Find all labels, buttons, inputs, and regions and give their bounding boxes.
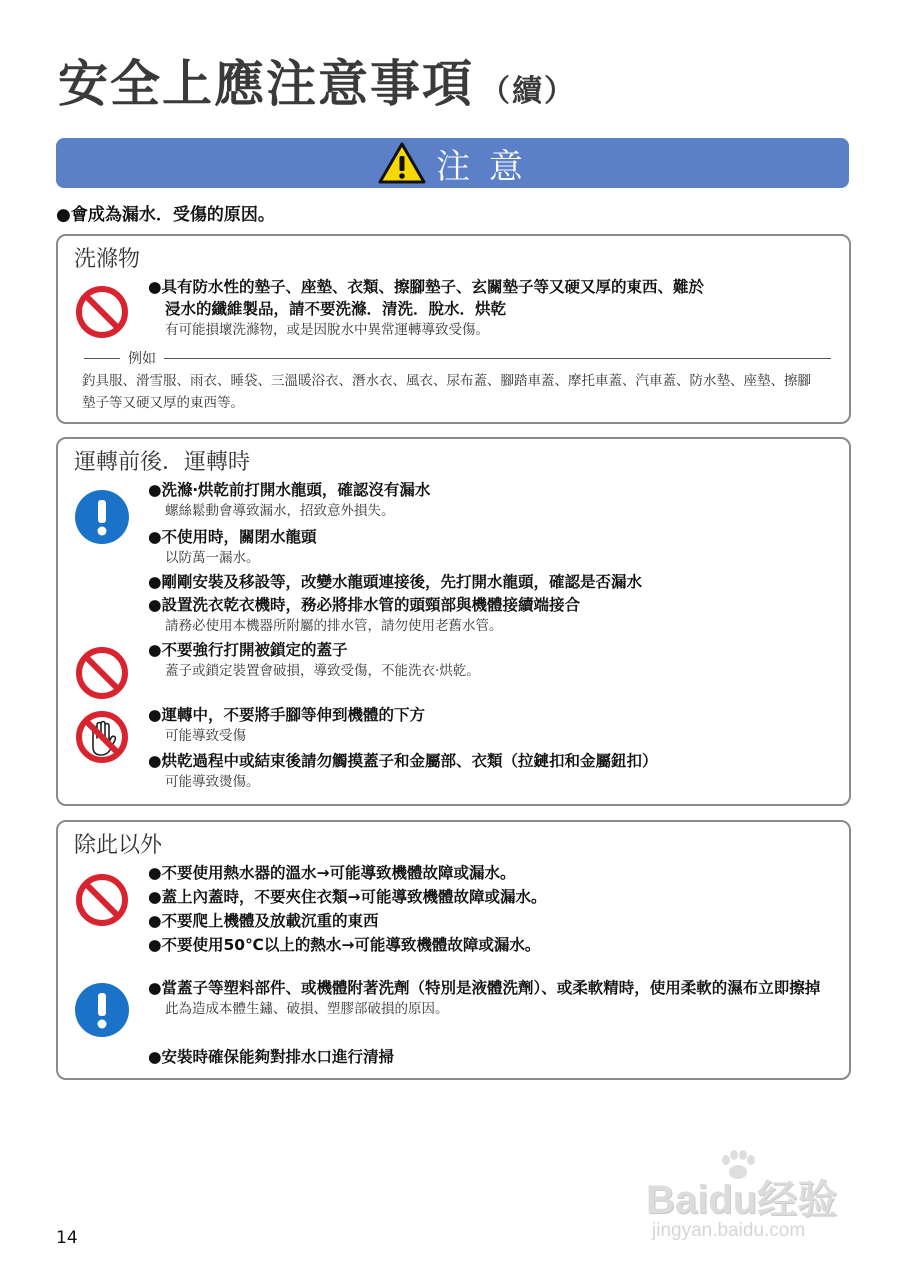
watermark-url: jingyan.baidu.com: [652, 1220, 806, 1241]
laundry-item: [148, 276, 835, 340]
no-touch-hand-icon: [74, 709, 130, 765]
section-laundry: [56, 234, 851, 424]
mandatory-exclamation-icon: [74, 489, 130, 545]
item-head: ●不要強行打開被鎖定的蓋子: [148, 641, 348, 659]
list-item: [148, 934, 835, 956]
item-head: ●不要爬上機體及放載沉重的東西: [148, 912, 379, 930]
item-head: ●洗滌‧烘乾前打開水龍頭，確認沒有漏水: [148, 481, 431, 499]
item-head: ●當蓋子等塑料部件、或機體附著洗劑（特別是液體洗劑）、或柔軟精時，使用柔軟的濕布立即擦掉: [148, 979, 821, 997]
watermark-logo: Baidu经验: [646, 1178, 838, 1222]
item-head: ●烘乾過程中或結束後請勿觸摸蓋子和金屬部、衣類（拉鏈扣和金屬鈕扣）: [148, 752, 658, 770]
example-divider: [84, 350, 831, 366]
item-desc: 蓋子或鎖定裝置會破損，導致受傷，不能洗衣‧烘乾。: [165, 663, 480, 679]
section-other: [56, 820, 851, 1080]
item-head: ●運轉中，不要將手腳等伸到機體的下方: [148, 706, 426, 724]
list-item: [148, 862, 835, 884]
cause-note: ●會成為漏水．受傷的原因。: [56, 205, 275, 225]
section-operation: [56, 437, 851, 806]
laundry-item-head-1: ●具有防水性的墊子、座墊、衣類、擦腳墊子、玄關墊子等又硬又厚的東西、難於: [148, 278, 705, 296]
section-laundry-title: 洗滌物: [74, 247, 141, 272]
list-item: [148, 886, 835, 908]
caution-banner: [56, 138, 849, 188]
laundry-item-head-2: 浸水的纖維製品，請不要洗滌．清洗．脫水．烘乾: [165, 300, 507, 318]
example-text: 釣具服、滑雪服、雨衣、睡袋、三溫暖浴衣、潛水衣、風衣、尿布蓋、腳踏車蓋、摩托車蓋、汽車蓋、防水墊、座墊、擦腳墊子等又硬又厚的東西等。: [82, 373, 811, 411]
list-item: [148, 594, 835, 636]
mandatory-exclamation-icon: [74, 982, 130, 1038]
prohibition-icon: [74, 872, 130, 928]
item-desc: 可能導致燙傷。: [165, 774, 260, 790]
item-head: ●安裝時確保能夠對排水口進行清掃: [148, 1048, 395, 1066]
item-head: ●不要使用熱水器的溫水→可能導致機體故障或漏水。: [148, 864, 516, 882]
list-item: [148, 704, 835, 746]
item-head: ●不要使用50℃以上的熱水→可能導致機體故障或漏水。: [148, 936, 541, 954]
example-rule-left: [84, 358, 120, 359]
list-item: [148, 571, 835, 593]
warning-triangle-icon: [378, 142, 426, 184]
prohibition-icon: [74, 284, 130, 340]
item-desc: 螺絲鬆動會導致漏水，招致意外損失。: [165, 503, 395, 519]
prohibition-icon: [74, 645, 130, 701]
item-head: ●設置洗衣乾衣機時，務必將排水管的頭頸部與機體接續端接合: [148, 596, 581, 614]
list-item: [148, 1046, 835, 1068]
item-head: ●剛剛安裝及移設等，改變水龍頭連接後，先打開水龍頭，確認是否漏水: [148, 573, 643, 591]
list-item: [148, 479, 835, 521]
example-label: 例如: [128, 351, 156, 367]
item-desc: 請務必使用本機器所附屬的排水管，請勿使用老舊水管。: [165, 618, 503, 634]
laundry-item-desc: 有可能損壞洗滌物，或是因脫水中異常運轉導致受傷。: [165, 322, 489, 338]
list-item: [148, 750, 835, 792]
section-other-title: 除此以外: [74, 833, 163, 858]
page-title: [58, 44, 576, 116]
list-item: [148, 526, 835, 568]
banner-label: 注 意: [436, 146, 527, 187]
item-desc: 可能導致受傷: [165, 728, 246, 744]
title-suffix: （續）: [480, 74, 576, 109]
example-rule-right: [164, 358, 831, 359]
list-item: [148, 977, 835, 1019]
item-head: ●不使用時，關閉水龍頭: [148, 528, 317, 546]
item-desc: 以防萬一漏水。: [165, 550, 260, 566]
page-number: 14: [56, 1228, 78, 1248]
watermark: [640, 1150, 860, 1250]
section-operation-title: 運轉前後．運轉時: [74, 450, 251, 475]
item-head: ●蓋上內蓋時，不要夾住衣類→可能導致機體故障或漏水。: [148, 888, 547, 906]
item-desc: 此為造成本體生鏽、破損、塑膠部破損的原因。: [165, 1001, 449, 1017]
list-item: [148, 639, 835, 681]
title-main: 安全上應注意事項: [58, 55, 474, 113]
list-item: [148, 910, 835, 932]
